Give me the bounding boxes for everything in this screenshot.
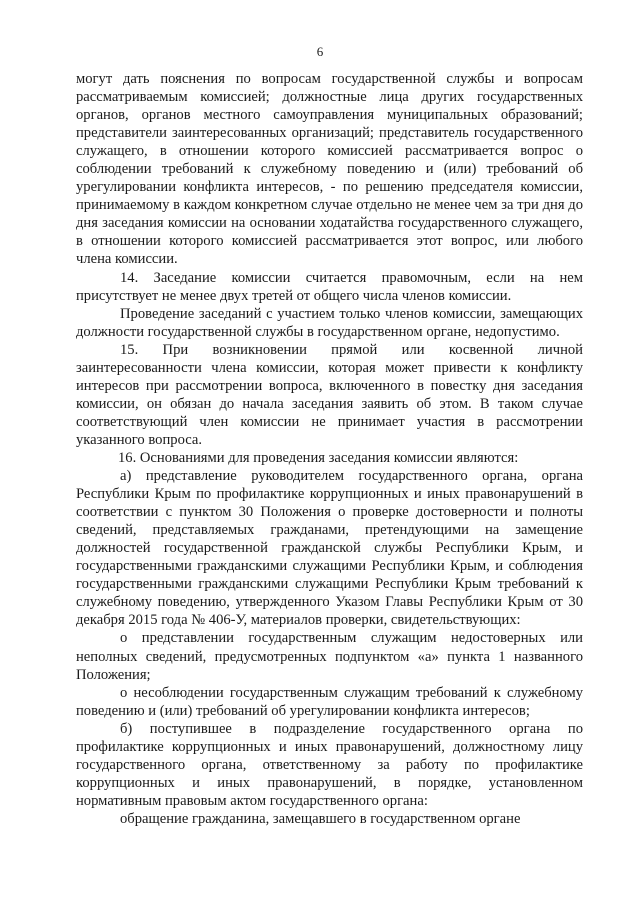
paragraph-subitem-b: б) поступившее в подразделение государственного органа по профилактике коррупционных и иных правонарушений, должностному лицу государственного органа, ответственному за работу по профилактике коррупционных и иных правонарушений, в порядке, установленном нормативным правовым актом государственного органа: (76, 720, 583, 809)
paragraph-bullet-noncompliance: о несоблюдении государственным служащим требований к служебному поведению и (или) требований об урегулировании конфликта интересов; (76, 684, 583, 719)
page-number: 6 (316, 44, 324, 59)
paragraph-bullet-unreliable-info: о представлении государственным служащим недостоверных или неполных сведений, предусмотренных подпунктом «а» пункта 1 названного Положения; (76, 630, 583, 683)
paragraph-subitem-a: а) представление руководителем государственного органа, органа Республики Крым по профилактике коррупционных и иных правонарушений в соответствии с пунктом 30 Положения о проверке достоверности и полноты сведений, представляемых гражданами, претендующими на замещение должностей государственной гражданской службы Республики Крым, и государственными гражданскими служащими Республики Крым, и соблюдения государственными гражданскими служащими Республики Крым требований к служебному поведению, утвержденного Указом Главы Республики Крым от 30 декабря 2015 года № 406-У, материалов проверки, свидетельствующих: (76, 468, 583, 629)
paragraph-item-15: 15. При возникновении прямой или косвенной личной заинтересованности члена комиссии, которая может привести к конфликту интересов при рассмотрении вопроса, включенного в повестку дня заседания комиссии, он обязан до начала заседания заявить об этом. В таком случае соответствующий член комиссии не принимает участия в рассмотрении указанного вопроса. (76, 341, 583, 448)
paragraph-quorum-note: Проведение заседаний с участием только членов комиссии, замещающих должности государственной службы в государственном органе, недопустимо. (76, 305, 583, 340)
paragraph-citizen-appeal: обращение гражданина, замещавшего в государственном органе (120, 810, 521, 827)
paragraph-continuation: могут дать пояснения по вопросам государственной службы и вопросам рассматриваемым комиссией; должностные лица других государственных органов, органов местного самоуправления муниципальных образований; представители заинтересованных организаций; представитель государственного служащего, в отношении которого комиссией рассматривается вопрос о соблюдении требований к служебному поведению и (или) требований об урегулировании конфликта интересов, - по решению председателя комиссии, принимаемому в каждом конкретном случае отдельно не менее чем за три дня до дня заседания комиссии на основании ходатайства государственного служащего, в отношении которого комиссией рассматривается этот вопрос, или любого члена комиссии. (76, 71, 583, 268)
document-body (76, 70, 583, 828)
paragraph-item-16: 16. Основаниями для проведения заседания комиссии являются: (118, 449, 519, 466)
paragraph-item-14: 14. Заседание комиссии считается правомочным, если на нем присутствует не менее двух третей от общего числа членов комиссии. (76, 269, 583, 304)
